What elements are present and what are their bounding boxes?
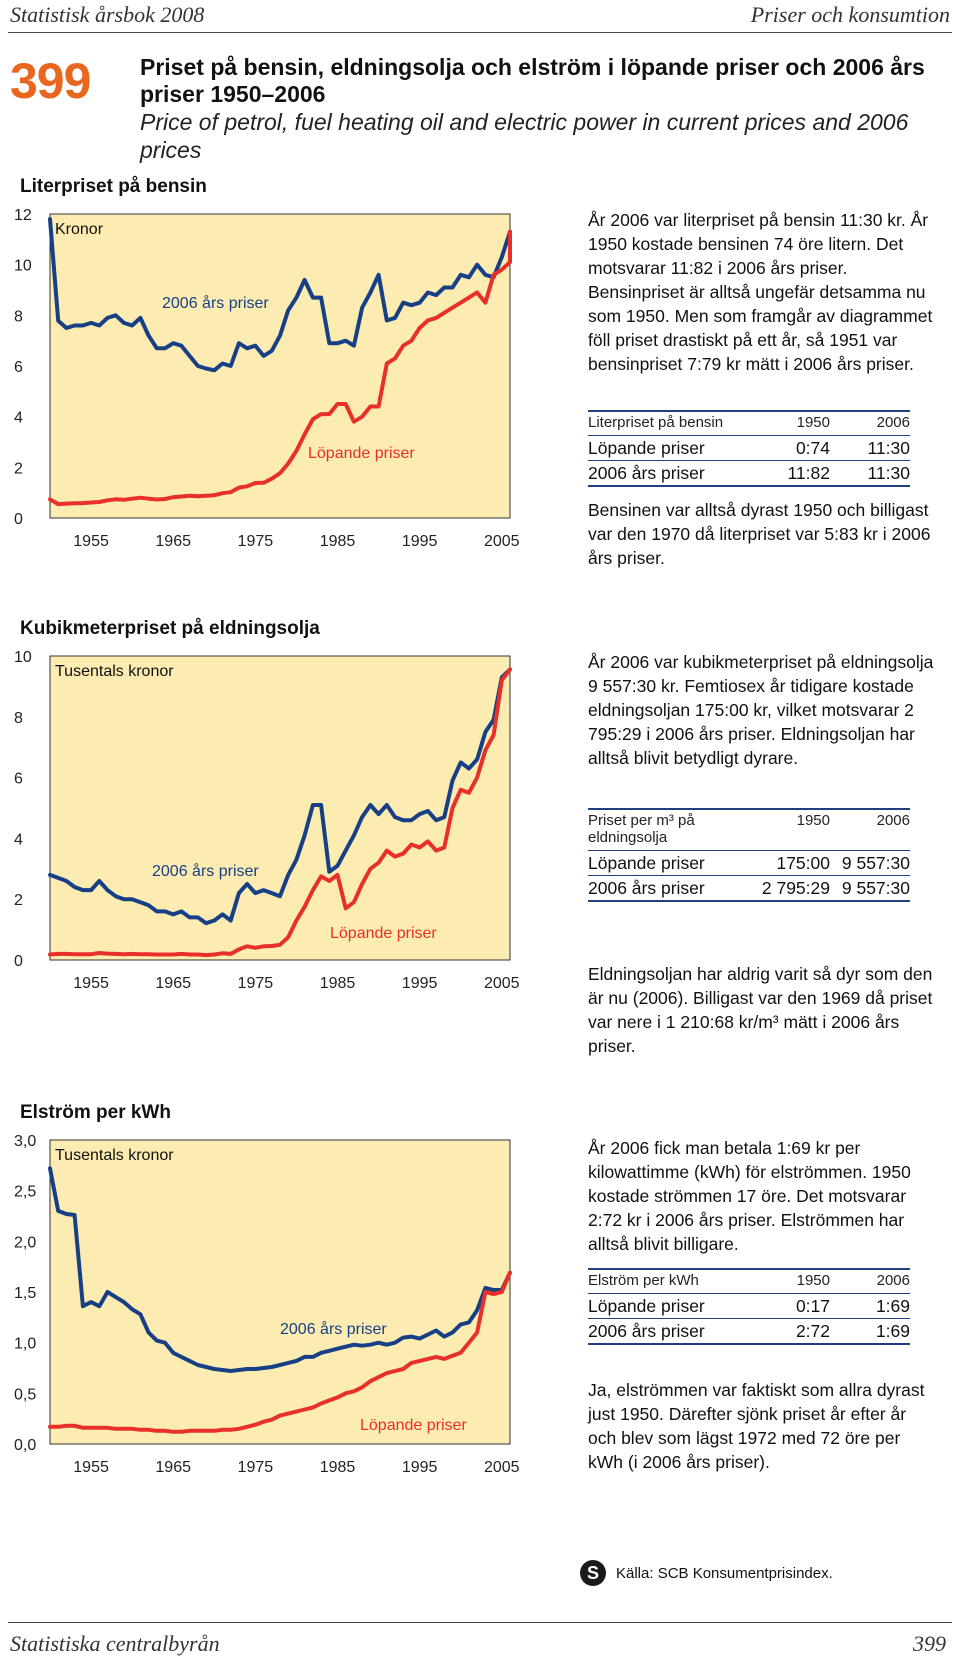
x-tick-label: 1985 <box>319 533 356 550</box>
y-tick-label: 10 <box>14 649 32 666</box>
y-tick-label: 6 <box>14 770 23 788</box>
value-1950: 0:17 <box>795 1296 830 1316</box>
chart-oil <box>0 642 560 1002</box>
table-header <box>588 412 910 436</box>
table-row <box>588 1319 910 1345</box>
y-tick-label: 2 <box>14 460 23 478</box>
x-tick-label: 1995 <box>401 1459 438 1476</box>
title-block <box>140 54 940 164</box>
row-label: 2006 års priser <box>588 1321 705 1341</box>
table-header-1950: 1950 <box>796 812 830 829</box>
y-tick-label: 1,5 <box>14 1285 37 1302</box>
value-2006: 1:69 <box>875 1321 910 1341</box>
x-tick-label: 1955 <box>73 533 109 550</box>
y-tick-label: 8 <box>14 308 23 326</box>
plot-area <box>50 1140 510 1444</box>
value-1950: 2 795:29 <box>761 878 830 898</box>
value-1950: 2:72 <box>795 1321 830 1341</box>
row-label: 2006 års priser <box>588 878 705 898</box>
chart-title-electricity: Elström per kWh <box>20 1102 171 1123</box>
table-header-label: Priset per m³ på eldningsolja <box>588 812 695 846</box>
value-1950: 0:74 <box>795 438 830 458</box>
y-tick-label: 1,0 <box>14 1335 37 1353</box>
running-header-right: Priser och konsumtion <box>750 2 950 27</box>
chart-electricity <box>0 1126 560 1486</box>
title-english: Price of petrol, fuel heating oil and electric power in current prices and 2006 prices <box>140 109 909 163</box>
source-note <box>580 1560 833 1586</box>
header-rule <box>8 32 952 33</box>
series-label-current: Löpande priser <box>360 1417 467 1434</box>
series-label-real: 2006 års priser <box>162 295 269 312</box>
x-tick-label: 1965 <box>155 533 192 550</box>
x-tick-label: 2005 <box>483 975 520 992</box>
chart-petrol <box>0 200 560 560</box>
x-tick-label: 1955 <box>73 1459 109 1476</box>
table-row <box>588 461 910 487</box>
table-row <box>588 1294 910 1319</box>
section-oil-text2: Eldningsoljan har aldrig varit så dyr som den är nu (2006). Billigast var den 1969 då priset var nere i 1 210:68 kr/m³ mätt i 2006 års priser. <box>588 964 933 1056</box>
series-label-real: 2006 års priser <box>152 863 259 880</box>
x-tick-label: 1985 <box>319 975 356 992</box>
value-1950: 11:82 <box>787 463 830 483</box>
footer-publisher: Statistiska centralbyrån <box>10 1631 220 1656</box>
row-label: Löpande priser <box>588 853 705 873</box>
y-tick-label: 4 <box>14 831 23 849</box>
y-tick-label: 2,5 <box>14 1183 37 1201</box>
table-header-2006: 2006 <box>876 414 910 431</box>
value-2006: 9 557:30 <box>841 878 910 898</box>
table-header-label: Elström per kWh <box>588 1272 699 1289</box>
table-row <box>588 436 910 461</box>
x-tick-label: 1995 <box>401 533 438 550</box>
running-header-left: Statistisk årsbok 2008 <box>10 2 205 27</box>
y-tick-label: 0,5 <box>14 1386 37 1404</box>
scb-logo-icon: S <box>580 1560 606 1586</box>
value-1950: 175:00 <box>776 853 830 873</box>
table-row <box>588 851 910 876</box>
electricity-table <box>588 1268 910 1345</box>
x-tick-label: 2005 <box>483 533 520 550</box>
series-label-current: Löpande priser <box>330 925 437 942</box>
value-2006: 1:69 <box>875 1296 910 1316</box>
petrol-table <box>588 410 910 487</box>
series-label-current: Löpande priser <box>308 445 415 462</box>
table-header-1950: 1950 <box>796 1272 830 1289</box>
row-label: 2006 års priser <box>588 463 705 483</box>
y-tick-label: 4 <box>14 409 23 427</box>
table-header-label: Literpriset på bensin <box>588 414 724 431</box>
chart-title-oil: Kubikmeterpriset på eldningsolja <box>20 618 320 639</box>
x-tick-label: 1965 <box>155 975 192 992</box>
y-tick-label: 0 <box>14 511 23 528</box>
x-tick-label: 1975 <box>237 533 274 550</box>
section-oil-text: År 2006 var kubikmeterpriset på eldningsolja 9 557:30 kr. Femtiosex år tidigare kostade eldningsoljan 175:00 kr, vilket motsvarar 2 795:29 i 2006 års priser. Eldningsoljan har alltså blivit betydligt dyrare. <box>588 652 934 768</box>
x-tick-label: 1965 <box>155 1459 192 1476</box>
footer-rule <box>8 1622 952 1623</box>
table-number: 399 <box>10 53 91 109</box>
series-label-real: 2006 års priser <box>280 1321 387 1338</box>
unit-label: Tusentals kronor <box>55 663 174 680</box>
value-2006: 11:30 <box>867 463 910 483</box>
table-header <box>588 810 910 851</box>
y-tick-label: 0 <box>14 953 23 970</box>
plot-area <box>50 656 510 960</box>
y-tick-label: 0,0 <box>14 1437 37 1454</box>
x-tick-label: 1995 <box>401 975 438 992</box>
unit-label: Tusentals kronor <box>55 1147 174 1164</box>
value-2006: 11:30 <box>867 438 910 458</box>
row-label: Löpande priser <box>588 1296 705 1316</box>
x-tick-label: 1975 <box>237 975 274 992</box>
x-tick-label: 1985 <box>319 1459 356 1476</box>
row-label: Löpande priser <box>588 438 705 458</box>
section-petrol-text2: Bensinen var alltså dyrast 1950 och billigast var den 1970 då literpriset var 5:83 kr i 2006 års priser. <box>588 500 931 568</box>
table-header-1950: 1950 <box>796 414 830 431</box>
y-tick-label: 6 <box>14 359 23 376</box>
chart-title-petrol: Literpriset på bensin <box>20 176 207 197</box>
title-swedish: Priset på bensin, eldningsolja och elström i löpande priser och 2006 års priser 1950–2006 <box>140 54 925 107</box>
y-tick-label: 12 <box>14 207 32 224</box>
table-row <box>588 876 910 902</box>
section-petrol-text: År 2006 var literpriset på bensin 11:30 kr. År 1950 kostade bensinen 74 öre litern. Det motsvarar 11:82 i 2006 års priser. Bensinpriset är alltså ungefär detsamma nu som 1950. Men som framgår av diagrammet föll priset drastiskt på ett år, så 1951 var bensinpriset 7:79 kr mätt i 2006 års priser. <box>588 210 933 374</box>
table-header-2006: 2006 <box>876 1272 910 1289</box>
y-tick-label: 3,0 <box>14 1133 37 1150</box>
table-header <box>588 1270 910 1294</box>
x-tick-label: 1975 <box>237 1459 274 1476</box>
source-text: Källa: SCB Konsumentprisindex. <box>616 1564 833 1582</box>
x-tick-label: 2005 <box>483 1459 520 1476</box>
section-electricity-text2: Ja, elströmmen var faktiskt som allra dyrast just 1950. Därefter sjönk priset år efter år och blev som lägst 1972 med 72 öre per kWh (i 2006 års priser). <box>588 1380 925 1472</box>
footer-page-number: 399 <box>913 1631 946 1656</box>
oil-table <box>588 808 910 902</box>
table-header-2006: 2006 <box>876 812 910 829</box>
y-tick-label: 2,0 <box>14 1234 37 1252</box>
y-tick-label: 10 <box>14 257 32 275</box>
y-tick-label: 2 <box>14 892 23 910</box>
y-tick-label: 8 <box>14 709 23 727</box>
section-electricity-text: År 2006 fick man betala 1:69 kr per kilowattimme (kWh) för elströmmen. 1950 kostade strömmen 17 öre. Det motsvarar 2:72 kr i 2006 års priser. Elströmmen har alltså blivit billigare. <box>588 1138 911 1254</box>
unit-label: Kronor <box>55 221 104 238</box>
value-2006: 9 557:30 <box>841 853 910 873</box>
x-tick-label: 1955 <box>73 975 109 992</box>
